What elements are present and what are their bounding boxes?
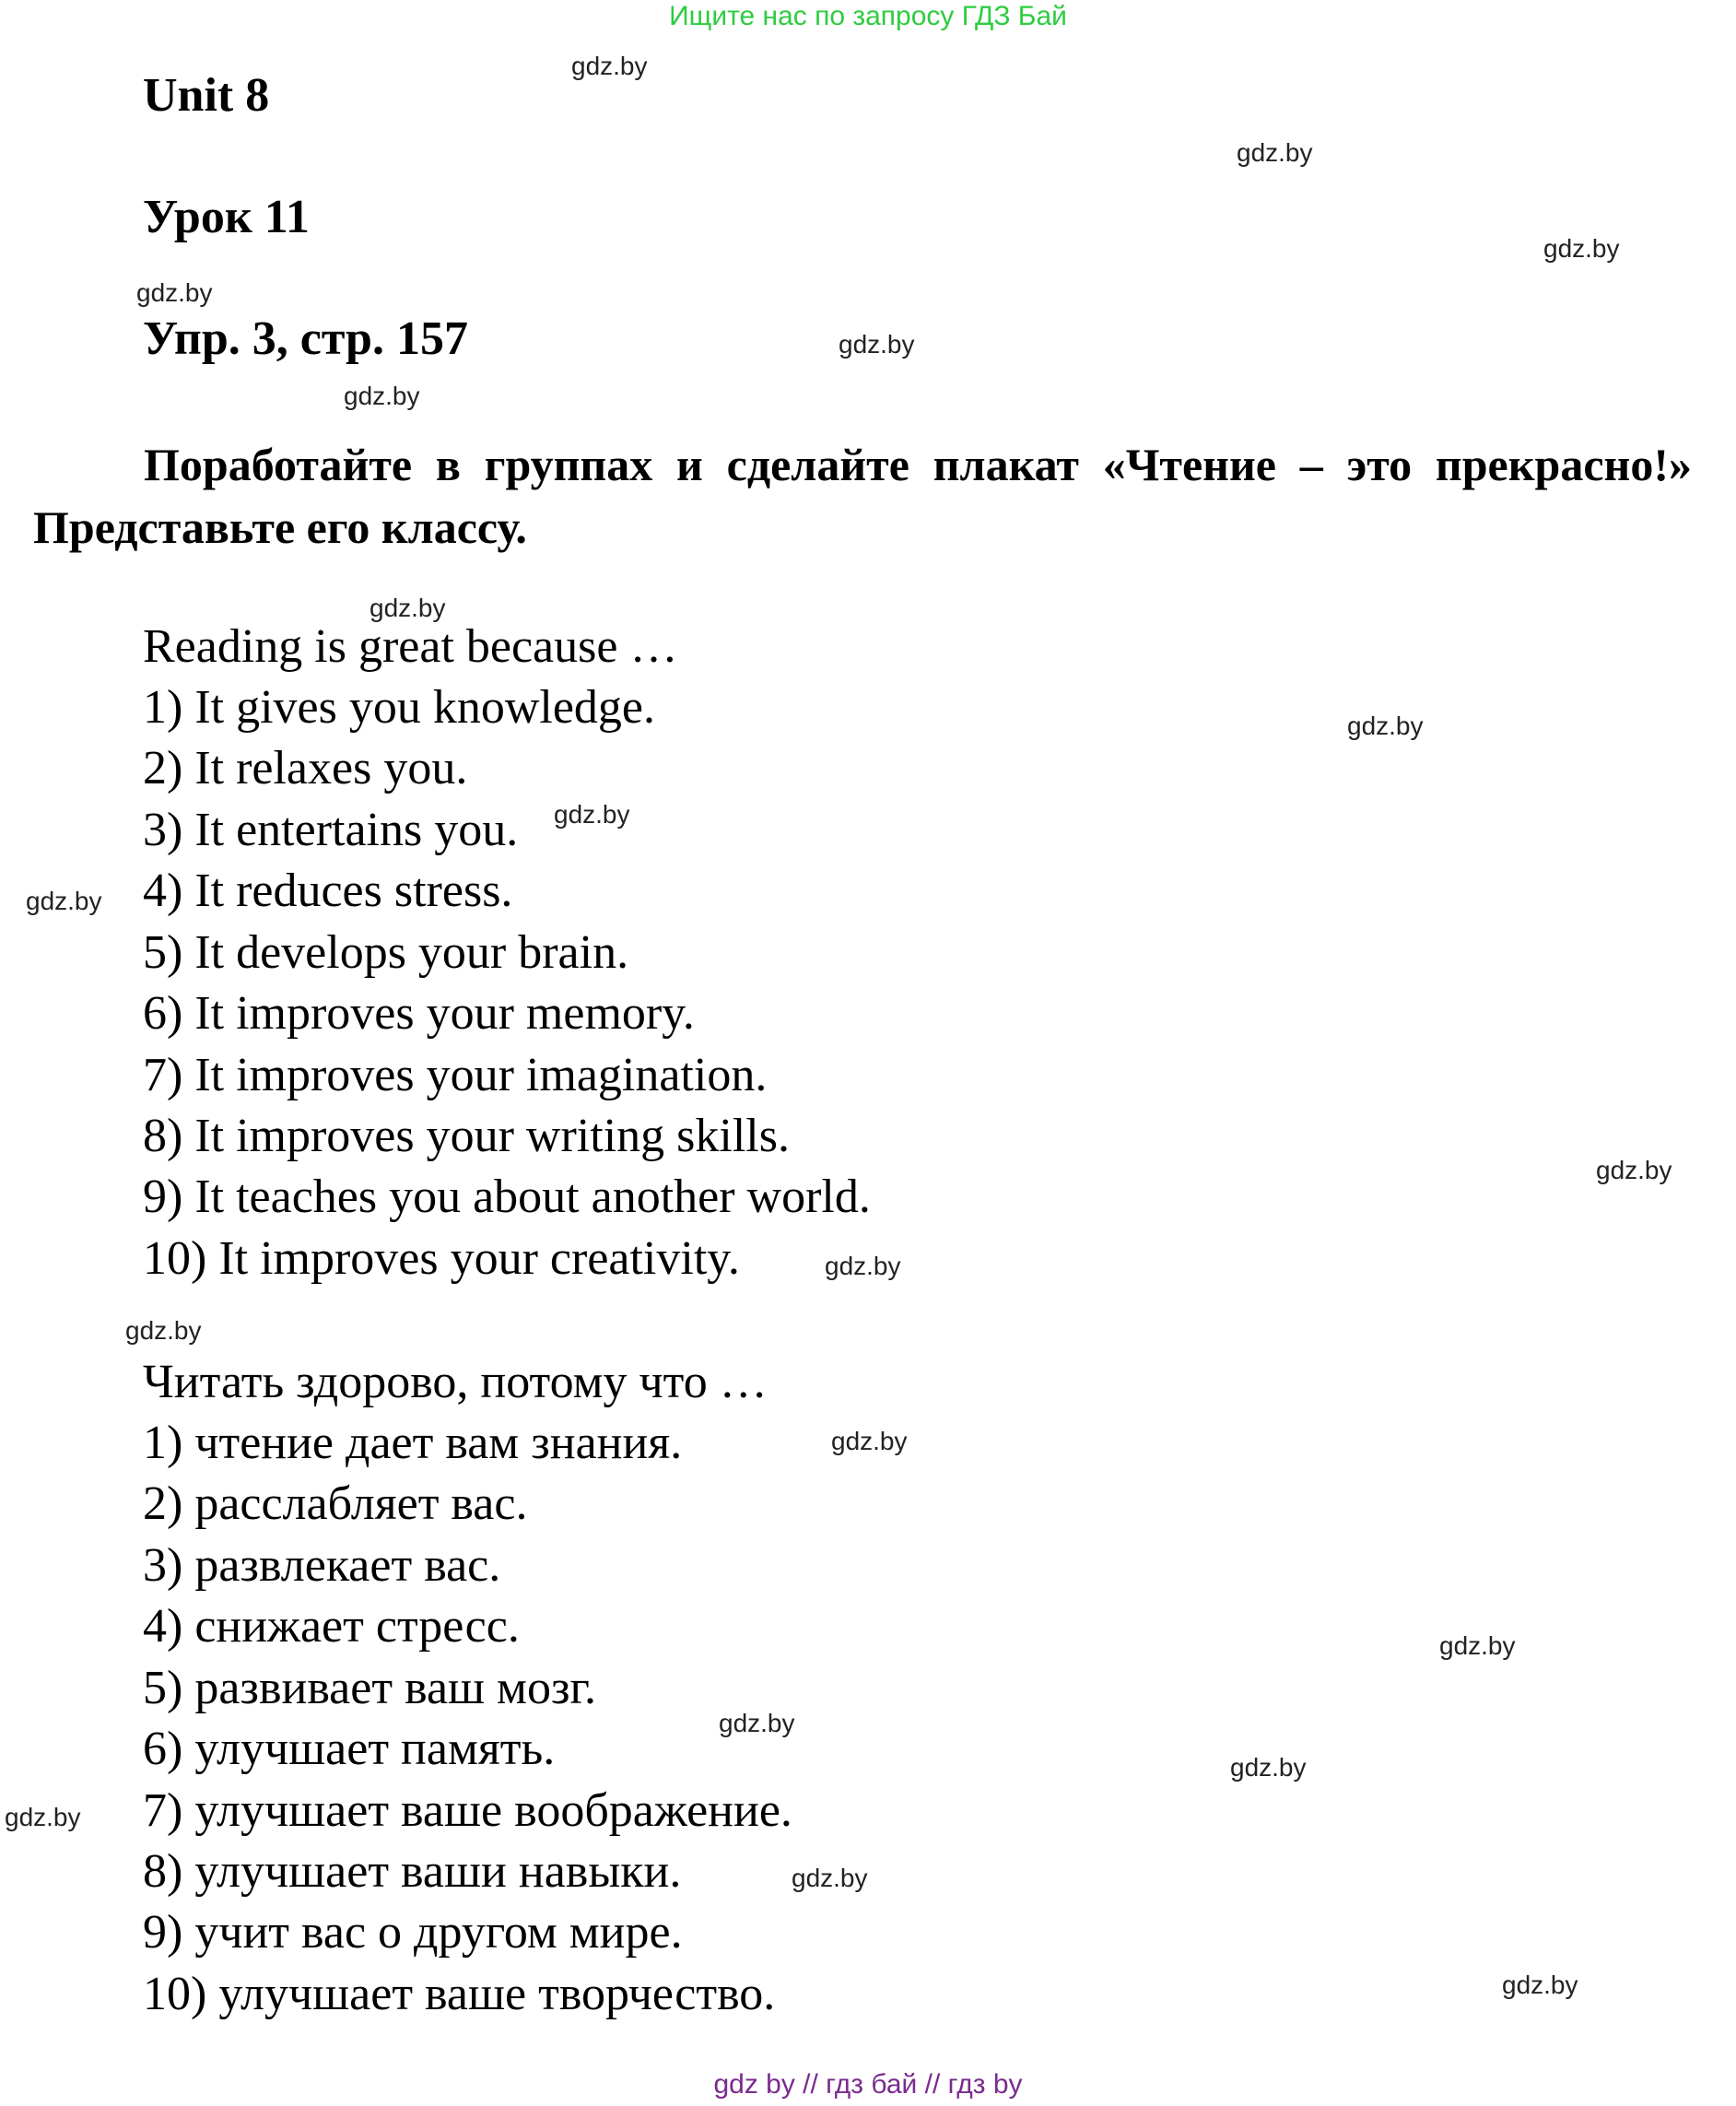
watermark: gdz.by bbox=[5, 1803, 81, 1831]
watermark: gdz.by bbox=[136, 278, 213, 307]
watermark: gdz.by bbox=[26, 887, 102, 915]
watermark: gdz.by bbox=[792, 1864, 868, 1892]
english-item: 9) It teaches you about another world. bbox=[143, 1171, 871, 1223]
watermark: gdz.by bbox=[344, 382, 420, 410]
english-item: 5) It develops your brain. bbox=[143, 926, 629, 979]
watermark: gdz.by bbox=[1502, 1971, 1578, 1999]
watermark: gdz.by bbox=[839, 330, 915, 359]
task-text bbox=[33, 433, 1692, 559]
english-item: 10) It improves your creativity. bbox=[143, 1232, 740, 1285]
top-banner-link[interactable]: Ищите нас по запросу ГДЗ Бай bbox=[669, 1, 1067, 31]
watermark: gdz.by bbox=[1439, 1631, 1516, 1660]
exercise-heading: Упр. 3, стр. 157 bbox=[143, 312, 468, 365]
footer-links[interactable]: gdz by // гдз бай // гдз by bbox=[713, 2069, 1023, 2100]
watermark: gdz.by bbox=[1237, 138, 1313, 167]
russian-item: 1) чтение дает вам знания. bbox=[143, 1417, 683, 1469]
watermark: gdz.by bbox=[554, 800, 630, 829]
russian-item: 8) улучшает ваши навыки. bbox=[143, 1845, 682, 1898]
watermark: gdz.by bbox=[1596, 1156, 1672, 1184]
russian-item: 5) развивает ваш мозг. bbox=[143, 1662, 596, 1714]
unit-heading: Unit 8 bbox=[143, 69, 270, 122]
watermark: gdz.by bbox=[1347, 712, 1424, 740]
watermark: gdz.by bbox=[719, 1709, 795, 1737]
russian-item: 10) улучшает ваше творчество. bbox=[143, 1968, 776, 2020]
english-intro: Reading is great because … bbox=[143, 620, 678, 673]
english-item: 6) It improves your memory. bbox=[143, 987, 695, 1040]
russian-item: 3) развлекает вас. bbox=[143, 1539, 501, 1592]
watermark: gdz.by bbox=[831, 1427, 908, 1455]
russian-item: 2) расслабляет вас. bbox=[143, 1477, 528, 1530]
watermark: gdz.by bbox=[825, 1252, 901, 1280]
task-text-body: Поработайте в группах и сделайте плакат «Чтение – это прекрасно!» Представьте его классу. bbox=[33, 439, 1692, 553]
lesson-heading: Урок 11 bbox=[143, 191, 310, 243]
english-item: 4) It reduces stress. bbox=[143, 865, 513, 917]
russian-item: 4) снижает стресс. bbox=[143, 1600, 520, 1653]
russian-item: 6) улучшает память. bbox=[143, 1723, 556, 1775]
russian-item: 7) улучшает ваше воображение. bbox=[143, 1784, 792, 1837]
english-item: 3) It entertains you. bbox=[143, 804, 519, 856]
watermark: gdz.by bbox=[571, 52, 648, 80]
watermark: gdz.by bbox=[369, 594, 446, 622]
english-item: 2) It relaxes you. bbox=[143, 742, 468, 794]
watermark: gdz.by bbox=[1543, 234, 1620, 263]
watermark: gdz.by bbox=[1230, 1753, 1307, 1782]
english-item: 7) It improves your imagination. bbox=[143, 1049, 768, 1101]
english-item: 1) It gives you knowledge. bbox=[143, 681, 656, 734]
watermark: gdz.by bbox=[125, 1316, 202, 1345]
english-item: 8) It improves your writing skills. bbox=[143, 1110, 790, 1162]
russian-item: 9) учит вас о другом мире. bbox=[143, 1906, 683, 1959]
russian-intro: Читать здорово, потому что … bbox=[143, 1356, 768, 1408]
